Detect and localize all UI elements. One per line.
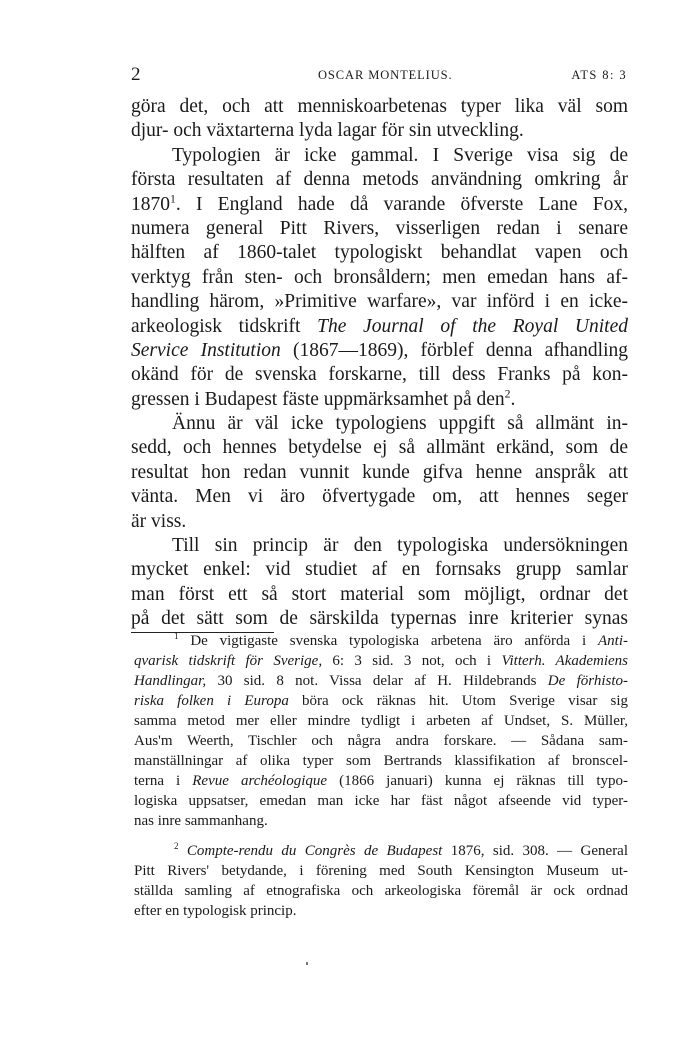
footnote-ref-1: 1: [170, 192, 176, 206]
text-segment: böra ock räknas hit. Utom Sverige visar sig: [302, 693, 629, 709]
footnote-line: logiska uppsatser, emedan man icke har fäst något afseende vid typer-: [134, 793, 628, 809]
print-speck: [306, 962, 308, 965]
journal-title: The Journal of the Royal United: [317, 315, 628, 337]
text-segment-italic: Handlingar,: [134, 673, 207, 689]
text-line: Till sin princip är den typologiska undersökningen: [172, 535, 628, 557]
footnote-marker: 1: [174, 631, 179, 641]
text-line: [131, 315, 628, 339]
running-head-author: OSCAR MONTELIUS.: [318, 68, 453, 82]
footnote-line: [134, 671, 628, 691]
text-line: man först ett så stort material som möjligt, ordnar det: [131, 583, 628, 605]
footnote-marker: 2: [174, 841, 179, 851]
footnotes: [134, 631, 628, 921]
text-segment: terna i: [134, 773, 181, 789]
text-segment: 1876, sid. 308. — General: [450, 843, 629, 859]
text-segment-italic: qvarisk tidskrift för Sverige,: [134, 653, 323, 669]
text-line: okänd för de svenska forskarne, till dess Franks på kon-: [131, 364, 628, 386]
text-segment-italic: Revue archéologique: [192, 773, 328, 789]
footnote-line: [134, 771, 628, 791]
text-line: Typologien är icke gammal. I Sverige visa sig de: [172, 144, 628, 166]
footnote-line: ställda samling af etnografiska och arkeologiska föremål är ock ordnad: [134, 883, 628, 899]
footnote-line: [134, 691, 628, 711]
text-line: numera general Pitt Rivers, visserligen redan i senare: [131, 217, 628, 239]
text-segment-italic: De förhisto-: [547, 673, 629, 689]
text-segment: I England hade då varande öfverste Lane Fox,: [195, 193, 628, 215]
text-segment-italic: riska folken i Europa: [134, 693, 289, 709]
text-line: på det sätt som de särskilda typernas inre kriterier synas: [131, 608, 628, 630]
running-header: [131, 64, 627, 86]
footnote-line: [134, 841, 628, 861]
text-line: 1870$^1$. I England hade då varande öfverste Lane Fox,: [131, 192, 628, 215]
text-segment: 6: 3 sid. 3 not, och i: [332, 653, 492, 669]
series-reference: ATS 8: 3: [571, 68, 627, 82]
text-line: hälften af 1860-talet typologiskt behandlat vapen och: [131, 242, 628, 264]
text-line: göra det, och att menniskoarbetenas typer lika väl som: [131, 96, 628, 117]
text-segment-italic: Compte-rendu du Congrès de Budapest: [186, 843, 443, 859]
footnote-line: [134, 651, 628, 671]
text-line: handling härom, »Primitive warfare», var införd i en icke-: [131, 291, 628, 313]
text-line: mycket enkel: vid studiet af en fornsaks grupp samlar: [131, 559, 628, 581]
text-line: resultat hon redan vunnit kunde gifva henne anspråk att: [131, 461, 628, 483]
text-segment: arkeologisk tidskrift: [131, 315, 301, 337]
text-segment: (1867—1869), förblef denna afhandling: [292, 339, 628, 361]
main-text: [131, 95, 628, 632]
journal-title-cont: Service Institution: [131, 339, 281, 361]
footnote-line: samma metod mer eller mindre tydligt i arbeten af Undset, S. Müller,: [134, 713, 628, 729]
text-segment: (1866 januari) kunna ej räknas till typo-: [339, 773, 629, 789]
text-segment-italic: Vitterh. Akademiens: [501, 653, 629, 669]
text-segment: gressen i Budapest fäste uppmärksamhet på den: [131, 388, 505, 410]
footnote-ref-2: 2: [504, 387, 511, 401]
text-line: Ännu är väl icke typologiens uppgift så allmänt in-: [172, 413, 628, 435]
footnote-line: [134, 631, 628, 651]
text-segment-italic: Anti-: [598, 633, 628, 649]
footnote-line: manställningar af olika typer som Bertrands klassifikation af bronscel-: [134, 753, 628, 769]
text-line: sedd, och hennes betydelse ej så allmänt erkänd, som de: [131, 437, 628, 459]
footnote-line: nas inre sammanhang.: [134, 813, 268, 829]
text-line: är viss.: [131, 510, 187, 532]
text-segment: De vigtigaste svenska typologiska arbetena äro anförda i: [190, 633, 587, 649]
footnote-line: Aus'm Weerth, Tischler och några andra forskare. — Sådana sam-: [134, 733, 628, 749]
text-line: [131, 339, 628, 363]
text-line: verktyg från sten- och bronsåldern; men emedan hans af-: [131, 266, 628, 288]
text-line: gressen i Budapest fäste uppmärksamhet på den$^2$.: [131, 387, 516, 410]
page-number: 2: [131, 64, 141, 85]
text-segment: 1870: [131, 193, 170, 215]
text-line: första resultaten af denna metods användning omkring år: [131, 169, 628, 191]
text-line: djur- och växtarterna lyda lagar för sin utveckling.: [131, 120, 524, 142]
text-line: vänta. Men vi äro öfvertygade om, att hennes seger: [131, 486, 628, 508]
footnote-line: efter en typologisk princip.: [134, 903, 297, 919]
text-segment: 30 sid. 8 not. Vissa delar af H. Hildebrands: [217, 673, 537, 689]
footnote-line: Pitt Rivers' betydande, i förening med South Kensington Museum ut-: [134, 863, 628, 879]
